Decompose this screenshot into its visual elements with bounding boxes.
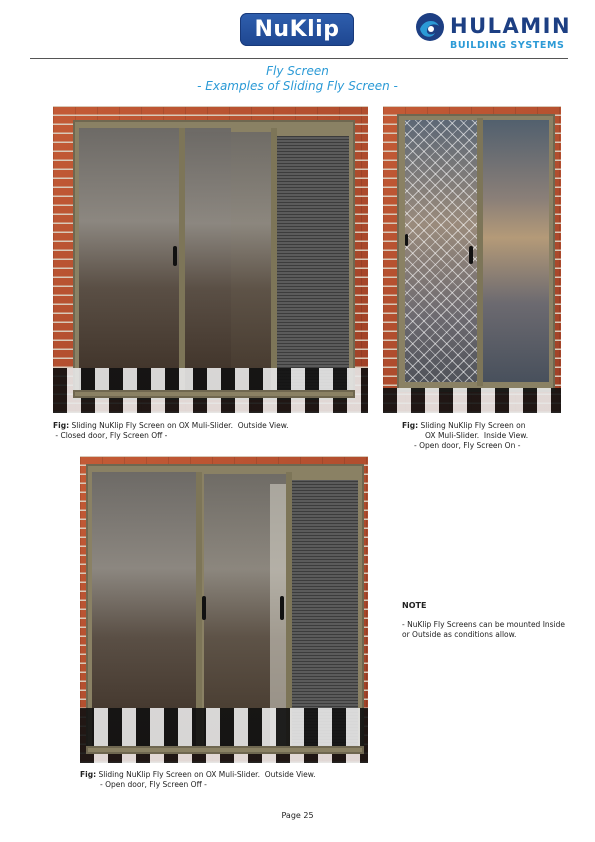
note-text: - NuKlip Fly Screens can be mounted Inside or Outside as conditions allow. bbox=[402, 620, 566, 639]
hulamin-wave-icon bbox=[415, 12, 445, 42]
caption-figure-3-line1: Sliding NuKlip Fly Screen on OX Muli-Slider. Outside View. bbox=[98, 770, 316, 779]
caption-figure-1 bbox=[53, 421, 289, 431]
header-divider bbox=[30, 58, 568, 59]
caption-figure-2-line1: Sliding NuKlip Fly Screen on bbox=[420, 421, 526, 430]
caption-figure-3-line2: - Open door, Fly Screen Off - bbox=[100, 780, 207, 789]
caption-figure-2-line3: - Open door, Fly Screen On - bbox=[414, 441, 521, 450]
page-number: Page 25 bbox=[281, 811, 314, 820]
photo-outside-closed bbox=[53, 106, 368, 413]
caption-figure-2-label: Fig: bbox=[402, 421, 419, 430]
company-subtitle: BUILDING SYSTEMS bbox=[450, 40, 565, 51]
page-title: Fly Screen bbox=[266, 64, 329, 78]
caption-figure-2-line2: OX Muli-Slider. Inside View. bbox=[425, 431, 529, 440]
photo-outside-open bbox=[80, 456, 368, 763]
page-subtitle: - Examples of Sliding Fly Screen - bbox=[197, 79, 398, 93]
caption-figure-2 bbox=[402, 421, 525, 431]
company-name: HULAMIN bbox=[450, 14, 572, 38]
photo-inside-screen-on bbox=[383, 106, 561, 413]
caption-figure-3 bbox=[80, 770, 316, 780]
note-heading: NOTE bbox=[402, 601, 427, 610]
caption-figure-3-label: Fig: bbox=[80, 770, 97, 779]
caption-figure-1-line1: Sliding NuKlip Fly Screen on OX Muli-Slider. Outside View. bbox=[71, 421, 289, 430]
caption-figure-1-line2: - Closed door, Fly Screen Off - bbox=[53, 431, 168, 440]
nuklip-logo-text: NuKlip bbox=[254, 17, 340, 42]
caption-figure-1-label: Fig: bbox=[53, 421, 70, 430]
nuklip-logo bbox=[240, 13, 354, 46]
